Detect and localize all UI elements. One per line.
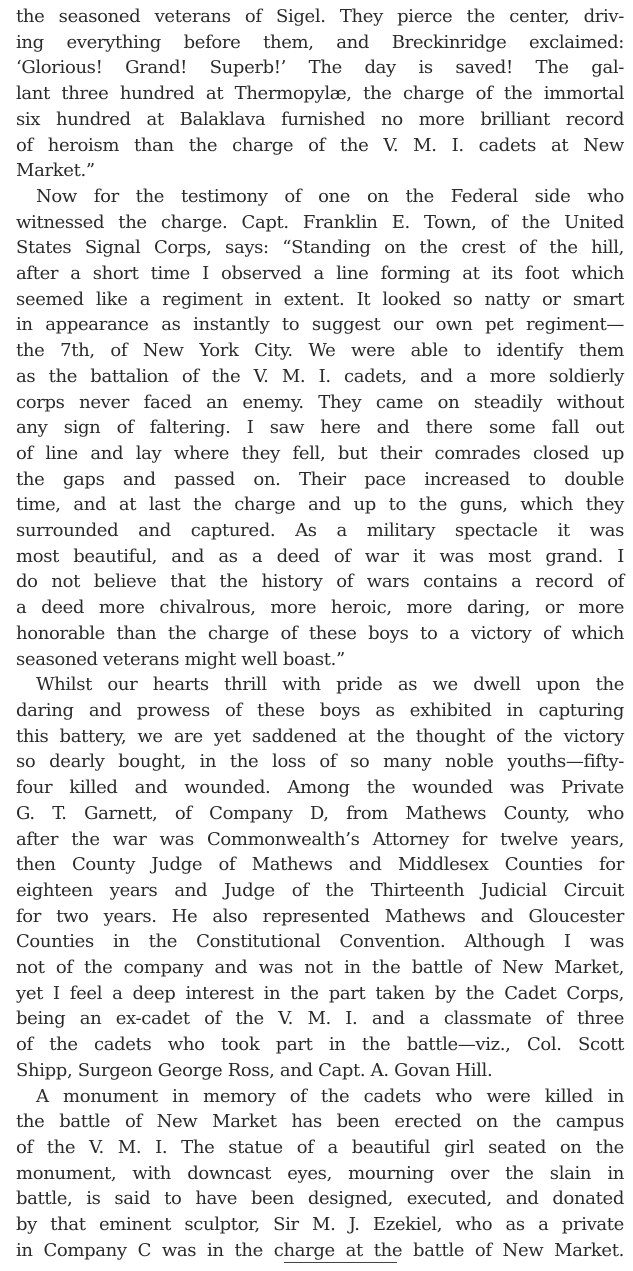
text-line: any sign of faltering. I saw here and there some fall out — [16, 417, 624, 439]
text-line: daring and prowess of these boys as exhibited in capturing — [16, 699, 624, 721]
text-line: battle, is said to have been designed, executed, and donated — [16, 1188, 624, 1210]
text-line: not of the company and was not in the battle of New Market, — [16, 957, 624, 979]
text-line: Counties in the Constitutional Convention. Although I was — [16, 931, 624, 953]
text-line: in appearance as instantly to suggest our own pet regiment— — [16, 314, 624, 336]
text-line: monument, with downcast eyes, mourning over the slain in — [16, 1162, 624, 1184]
text-line: after a short time I observed a line forming at its foot which — [16, 263, 624, 285]
text-line: yet I feel a deep interest in the part taken by the Cadet Corps, — [16, 982, 624, 1004]
text-line: the battle of New Market has been erected on the campus — [16, 1111, 624, 1133]
text-line: of the cadets who took part in the battle—viz., Col. Scott — [16, 1034, 624, 1056]
text-line: as the battalion of the V. M. I. cadets, and a more soldierly — [16, 365, 624, 387]
text-line: Market.” — [16, 160, 95, 182]
text-line: four killed and wounded. Among the wounded was Private — [16, 777, 624, 799]
text-line: A monument in memory of the cadets who were killed in — [36, 1085, 624, 1107]
closing-rule — [284, 1262, 397, 1263]
text-line: the seasoned veterans of Sigel. They pierce the center, driv- — [16, 6, 624, 27]
text-line: witnessed the charge. Capt. Franklin E. Town, of the United — [16, 211, 624, 233]
text-line: time, and at last the charge and up to the guns, which they — [16, 494, 624, 516]
text-line: of heroism than the charge of the V. M. I. cadets at New — [16, 134, 624, 156]
text-line: then County Judge of Mathews and Middlesex Counties for — [16, 854, 624, 876]
text-line: of line and lay where they fell, but their comrades closed up — [16, 442, 624, 464]
text-line: most beautiful, and as a deed of war it was most grand. I — [16, 545, 624, 567]
text-line: ing everything before them, and Breckinridge exclaimed: — [16, 31, 624, 53]
paragraph-monument — [16, 1084, 624, 1264]
text-line: Now for the testimony of one on the Federal side who — [36, 185, 624, 207]
text-line: eighteen years and Judge of the Thirteenth Judicial Circuit — [16, 879, 624, 901]
text-line: so dearly bought, in the loss of so many noble youths—fifty- — [16, 751, 624, 773]
text-line: States Signal Corps, says: “Standing on the crest of the hill, — [16, 237, 624, 259]
text-line: lant three hundred at Thermopylæ, the charge of the immortal — [16, 83, 624, 105]
paragraph-federal-testimony — [16, 184, 624, 672]
text-line: being an ex-cadet of the V. M. I. and a classmate of three — [16, 1008, 624, 1030]
text-line: the 7th, of New York City. We were able to identify them — [16, 340, 624, 362]
text-line: the gaps and passed on. Their pace increased to double — [16, 468, 624, 490]
text-line: corps never faced an enemy. They came on steadily without — [16, 391, 624, 413]
text-line: six hundred at Balaklava furnished no more brilliant record — [16, 108, 624, 130]
paragraph-sigel-charge — [16, 4, 624, 184]
text-line: this battery, we are yet saddened at the thought of the victory — [16, 725, 624, 747]
text-line: ‘Glorious! Grand! Superb!’ The day is saved! The gal- — [16, 57, 624, 79]
text-line: honorable than the charge of these boys to a victory of which — [16, 622, 624, 644]
text-line: Shipp, Surgeon George Ross, and Capt. A. Govan Hill. — [16, 1059, 493, 1081]
text-line: after the war was Commonwealth’s Attorney for twelve years, — [16, 828, 624, 850]
text-line: G. T. Garnett, of Company D, from Mathews County, who — [16, 802, 624, 824]
text-line: seemed like a regiment in extent. It looked so natty or smart — [16, 288, 624, 310]
text-line: seasoned veterans might well boast.” — [16, 648, 345, 670]
paragraph-garnett — [16, 672, 624, 1083]
text-line: Whilst our hearts thrill with pride as we dwell upon the — [36, 674, 624, 696]
text-line: surrounded and captured. As a military spectacle it was — [16, 520, 624, 542]
text-line: by that eminent sculptor, Sir M. J. Ezekiel, who as a private — [16, 1214, 624, 1236]
text-line: do not believe that the history of wars contains a record of — [16, 571, 624, 593]
text-line: of the V. M. I. The statue of a beautiful girl seated on the — [16, 1136, 624, 1158]
document-page — [16, 4, 624, 1263]
text-line: in Company C was in the charge at the battle of New Market. — [16, 1239, 624, 1261]
text-line: for two years. He also represented Mathews and Gloucester — [16, 905, 624, 927]
text-line: a deed more chivalrous, more heroic, more daring, or more — [16, 597, 624, 619]
